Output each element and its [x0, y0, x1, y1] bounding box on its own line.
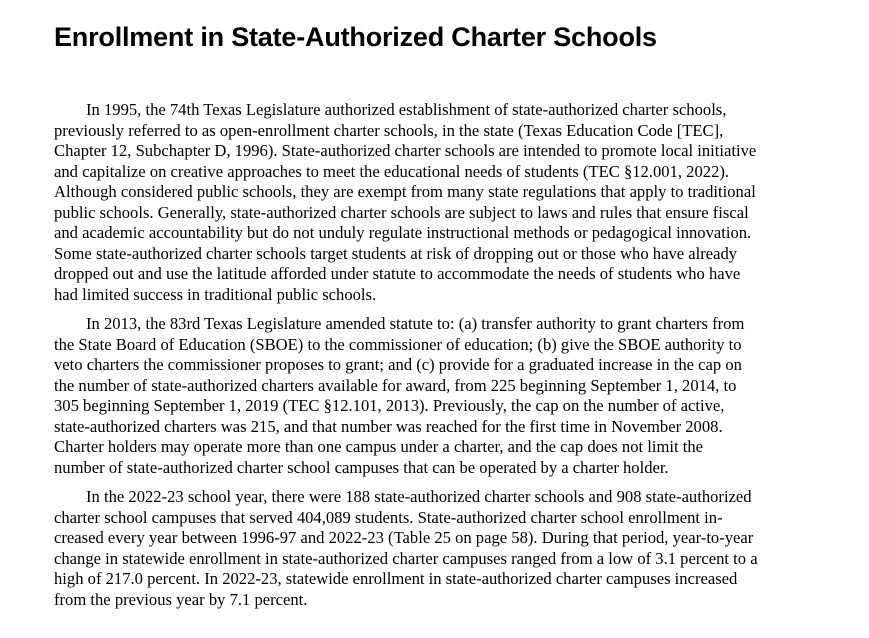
paragraph-line: dropped out and use the latitude afforded under statute to accommodate the needs of students who have [54, 264, 741, 283]
paragraph-1995-legislature [54, 100, 844, 305]
paragraph-line: number of state-authorized charter school campuses that can be operated by a charter holder. [54, 457, 669, 477]
paragraph-line: Some state-authorized charter schools target students at risk of dropping out or those who have already [54, 243, 738, 263]
paragraph-2013-legislature [54, 314, 844, 478]
paragraph-line: In 1995, the 74th Texas Legislature authorized establishment of state-authorized charter schools, [86, 100, 727, 119]
paragraph-line: In the 2022-23 school year, there were 188 state-authorized charter schools and 908 state-authorized [86, 487, 752, 506]
paragraph-line: from the previous year by 7.1 percent. [54, 589, 308, 609]
paragraph-line: 305 beginning September 1, 2019 (TEC §12.101, 2013). Previously, the cap on the number of active, [54, 396, 725, 415]
paragraph-line: charter school campuses that served 404,089 students. State-authorized charter school enrollment in- [54, 507, 723, 527]
paragraph-line: previously referred to as open-enrollment charter schools, in the state (Texas Education Code [TEC], [54, 120, 724, 140]
paragraph-line: veto charters the commissioner proposes to grant; and (c) provide for a graduated increase in the cap on [54, 355, 742, 374]
paragraph-2022-23-enrollment [54, 487, 844, 610]
paragraph-line: state-authorized charters was 215, and that number was reached for the first time in November 2008. [54, 416, 723, 436]
paragraph-line: and capitalize on creative approaches to meet the educational needs of students (TEC §12.001, 2022). [54, 161, 730, 181]
paragraph-line: change in statewide enrollment in state-authorized charter campuses ranged from a low of 3.1 percent to a [54, 548, 758, 568]
paragraph-line: Charter holders may operate more than one campus under a charter, and the cap does not limit the [54, 437, 704, 456]
paragraph-line: the number of state-authorized charters available for award, from 225 beginning September 1, 2014, to [54, 375, 737, 395]
section-heading: Enrollment in State-Authorized Charter Schools [54, 22, 657, 52]
paragraph-line: had limited success in traditional public schools. [54, 284, 377, 304]
paragraph-line: high of 217.0 percent. In 2022-23, statewide enrollment in state-authorized charter campuses increased [54, 569, 738, 588]
paragraph-line: the State Board of Education (SBOE) to the commissioner of education; (b) give the SBOE authority to [54, 334, 742, 354]
paragraph-line: Although considered public schools, they are exempt from many state regulations that apply to traditional [54, 182, 756, 201]
paragraph-line: In 2013, the 83rd Texas Legislature amended statute to: (a) transfer authority to grant charters from [86, 314, 745, 333]
paragraph-line: and academic accountability but do not unduly regulate instructional methods or pedagogical innovation. [54, 223, 752, 242]
body-text [54, 100, 844, 619]
paragraph-line: creased every year between 1996-97 and 2022-23 (Table 25 on page 58). During that period, year-to-year [54, 528, 754, 547]
paragraph-line: public schools. Generally, state-authorized charter schools are subject to laws and rules that ensure fiscal [54, 202, 749, 222]
paragraph-line: Chapter 12, Subchapter D, 1996). State-authorized charter schools are intended to promote local initiative [54, 141, 757, 160]
